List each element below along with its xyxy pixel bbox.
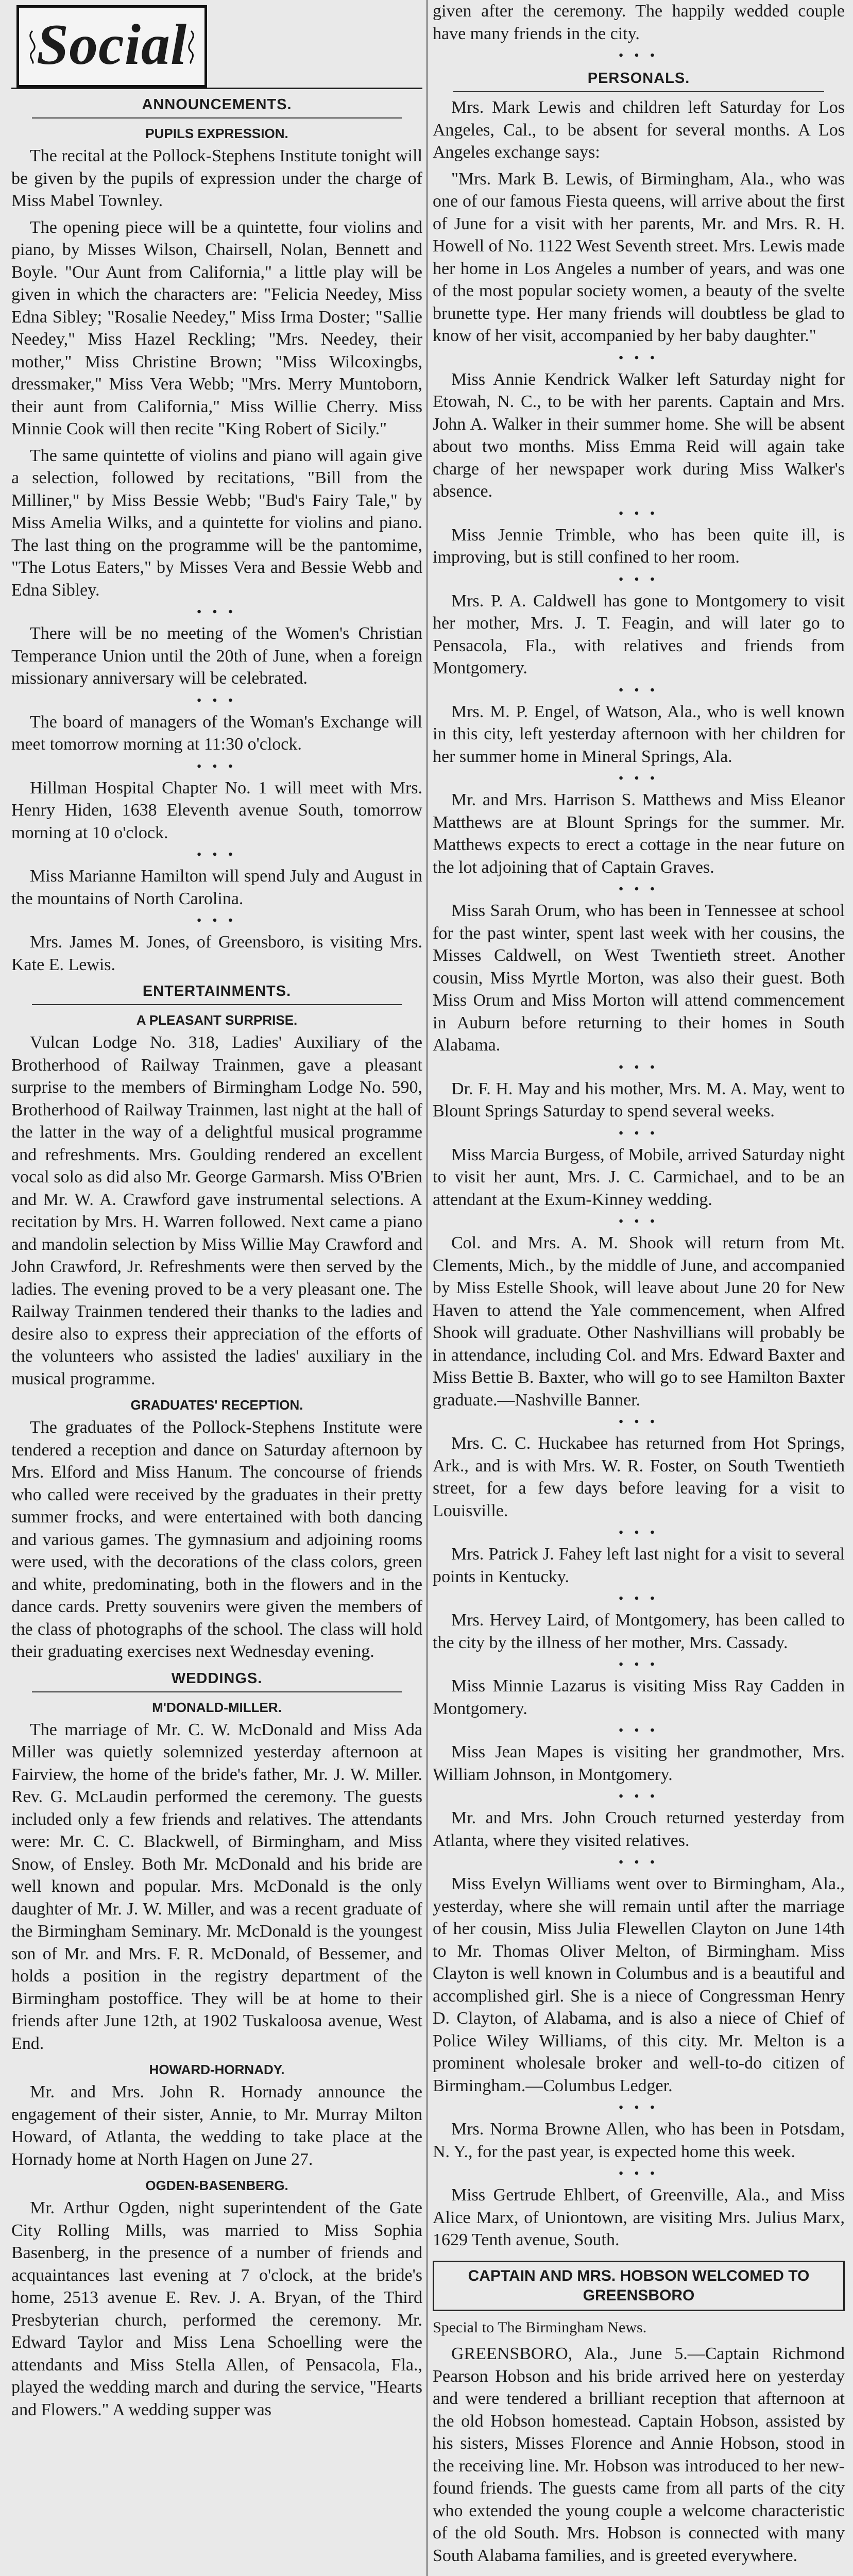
article-paragraph: The marriage of Mr. C. W. McDonald and Miss Ada Miller was quietly solemnized yesterday afternoon at Fairview, the home of the bride's father, Mr. J. W. Miller. Rev. G. McLaudin performed the ceremony. The guests included only a few friends and relatives. The attendants were: Mr. C. C. Blackwell, of Birmingham, and Miss Snow, of Ensley. Both Mr. McDonald and his bride are well known and popular. Mrs. McDonald is the only daughter of Mr. J. W. Miller, and was a recent graduate of the Birmingham Seminary. Mr. McDonald is the youngest son of Mr. and Mrs. F. R. McDonald, of Bessemer, and holds a position in the registry department of the Birmingham postoffice. They will be at home to their friends after June 12th, at 1902 Tuskaloosa avenue, West End. <box>11 1720 422 2053</box>
ornament-right-icon <box>181 28 201 64</box>
article-paragraph: Mr. and Mrs. John Crouch returned yesterday from Atlanta, where they visited relatives. <box>433 1808 845 1850</box>
article-paragraph: Miss Marianne Hamilton will spend July and August in the mountains of North Carolina. <box>11 867 422 908</box>
heading-pupils-expression: PUPILS EXPRESSION. <box>145 126 288 141</box>
article-paragraph: Miss Sarah Orum, who has been in Tennessee at school for the past winter, spent last week with her cousins, the Misses Caldwell, on West Twentieth street. Another cousin, Miss Myrtle Morton, was also their guest. Both Miss Orum and Miss Morton will attend commencement in Auburn before returning to their homes in South Alabama. <box>433 901 845 1055</box>
article-paragraph: The graduates of the Pollock-Stephens Institute were tendered a reception and dance on Saturday afternoon by Mrs. Elford and Miss Hanum. The concourse of friends who called were received by the graduates in their pretty summer frocks, and were entertained with both dancing and various games. The gymnasium and adjoining rooms were used, with the decorations of the class colors, green and white, predominating, both in the flowers and in the dance cards. Pretty souvenirs were given the members of the class of photographs of the school. The class will hold their graduating exercises next Wednesday evening. <box>11 1418 422 1661</box>
separator-dots: • • • <box>619 683 659 697</box>
article-paragraph: Mr. Arthur Ogden, night superintendent of the Gate City Rolling Mills, was married to Miss Sophia Basenberg, in the presence of a number of friends and acquaintances last evening at 7 o'clock, at the bride's home, 2513 avenue E. Rev. J. A. Bryan, of the Third Presbyterian church, performed the ceremony. Mr. Edward Taylor and Miss Lena Schoelling were the attendants and Miss Stella Allen, of Pensacola, Fla., played the wedding march and during the service, "Hearts and Flowers." A wedding supper was <box>11 2198 422 2419</box>
article-paragraph: Miss Annie Kendrick Walker left Saturday night for Etowah, N. C., to be with her parents. Captain and Mrs. John A. Walker in their summer home. She will be absent about two months. Miss Emma Reid will again take charge of her newspaper work during Miss Walker's absence. <box>433 369 845 501</box>
separator-dots: • • • <box>197 693 237 707</box>
heading-pleasant-surprise: A PLEASANT SURPRISE. <box>136 1012 298 1028</box>
banner-frame <box>16 5 207 88</box>
article-paragraph: GREENSBORO, Ala., June 5.—Captain Richmond Pearson Hobson and his bride arrived here on yesterday and were tendered a brilliant reception that afternoon at the old Hobson homestead. Captain Hobson, assisted by his sisters, Misses Florence and Annie Hobson, stood in the receiving line. Mr. Hobson was introduced to her new-found friends. The guests came from all parts of the city who extended the young couple a welcome characteristic of the old South. Mrs. Hobson is connected with many South Alabama families, and is greeted everywhere. <box>433 2344 845 2565</box>
article-paragraph: "Mrs. Mark B. Lewis, of Birmingham, Ala., who was one of our famous Fiesta queens, will arrive about the first of June for a visit with her parents, Mr. and Mrs. R. H. Howell of No. 1122 West Seventh street. Mrs. Lewis made her home in Los Angeles a number of years, and was one of the most popular society women, a beauty of the svelte brunette type. Her many friends will doubtless be glad to know of her visit, accompanied by her baby daughter." <box>433 169 845 345</box>
special-dispatch-line: Special to The Birmingham News. <box>433 2318 647 2336</box>
heading-howard-hornady: HOWARD-HORNADY. <box>149 2062 285 2077</box>
article-paragraph: The recital at the Pollock-Stephens Institute tonight will be given by the pupils of expression under the charge of Miss Mabel Townley. <box>11 146 422 210</box>
article-paragraph: given after the ceremony. The happily wedded couple have many friends in the city. <box>433 2 845 43</box>
separator-dots: • • • <box>619 1856 659 1869</box>
heading-announcements: ANNOUNCEMENTS. <box>142 96 292 113</box>
separator-dots: • • • <box>619 772 659 785</box>
banner-title: Social <box>36 13 187 77</box>
article-paragraph: Hillman Hospital Chapter No. 1 will meet with Mrs. Henry Hiden, 1638 Eleventh avenue South, tomorrow morning at 10 o'clock. <box>11 778 422 842</box>
article-paragraph: Miss Minnie Lazarus is visiting Miss Ray Cadden in Montgomery. <box>433 1676 845 1718</box>
article-paragraph: There will be no meeting of the Women's Christian Temperance Union until the 20th of June, when a foreign missionary anniversary will be celebrated. <box>11 624 422 688</box>
heading-graduates-reception: GRADUATES' RECEPTION. <box>130 1397 303 1413</box>
heading-ogden-basenberg: OGDEN-BASENBERG. <box>145 2178 288 2193</box>
separator-dots: • • • <box>197 605 237 619</box>
divider <box>32 1004 402 1005</box>
article-paragraph: Mrs. P. A. Caldwell has gone to Montgomery to visit her mother, Mrs. J. T. Feagin, and will later go to Pensacola, Fla., with relatives and friends from Montgomery. <box>433 591 845 677</box>
separator-dots: • • • <box>619 1658 659 1671</box>
article-paragraph: Miss Evelyn Williams went over to Birmingham, Ala., yesterday, where she will remain until after the marriage of her cousin, Miss Julia Flewellen Clayton on June 14th to Mr. Thomas Oliver Melton, of Birmingham. Miss Clayton is well known in Columbus and is a beautiful and accomplished girl. She is a niece of Congressman Henry D. Clayton, of Alabama, and is also a niece of Chief of Police Wiley Williams, of this city. Mr. Melton is a prominent wholesale broker and well-to-do citizen of Birmingham.—Columbus Ledger. <box>433 1874 845 2095</box>
article-paragraph: Miss Gertrude Ehlbert, of Greenville, Ala., and Miss Alice Marx, of Uniontown, are visiting Mrs. Julius Marx, 1629 Tenth avenue, South. <box>433 2185 845 2249</box>
divider <box>32 117 402 118</box>
social-banner <box>11 0 422 89</box>
separator-dots: • • • <box>619 1790 659 1803</box>
separator-dots: • • • <box>619 2167 659 2180</box>
article-paragraph: Vulcan Lodge No. 318, Ladies' Auxiliary of the Brotherhood of Railway Trainmen, gave a pleasant surprise to the members of Birmingham Lodge No. 590, Brotherhood of Railway Trainmen, last night at the hall of the latter in the way of a delightful musical programme and refreshments. Mrs. Goulding rendered an excellent vocal solo as did also Mr. George Garmarsh. Miss O'Brien and Mr. W. A. Crawford gave instrumental selections. A recitation by Mrs. H. Warren followed. Next came a piano and mandolin selection by Miss Willie May Crawford and John Crawford, Jr. Refreshments were then served by the ladies. The evening proved to be a very pleasant one. The Railway Trainmen tendered their thanks to the ladies and desire also to express their appreciation of the efforts of the volunteers who assisted the ladies' auxiliary in the musical programme. <box>11 1033 422 1388</box>
separator-dots: • • • <box>197 914 237 927</box>
column-divider <box>426 0 428 2576</box>
left-column <box>11 0 422 2576</box>
separator-dots: • • • <box>619 1126 659 1140</box>
article-paragraph: Mrs. Patrick J. Fahey left last night for a visit to several points in Kentucky. <box>433 1545 845 1586</box>
heading-entertainments: ENTERTAINMENTS. <box>142 983 292 999</box>
separator-dots: • • • <box>619 49 659 62</box>
article-paragraph: The opening piece will be a quintette, four violins and piano, by Misses Wilson, Chairsell, Nolan, Bennett and Boyle. "Our Aunt from California," a little play will be given in which the characters are: "Felicia Needey, Miss Edna Sibley; "Rosalie Needey," Miss Irma Doster; "Sallie Needey," Miss Hazel Reckling; "Mrs. Needey, their mother," Miss Christine Brown; "Miss Wilcoxingbs, dressmaker," Miss Vera Webb; "Mrs. Merry Muntoborn, their aunt from California," Miss Willie Cherry. Miss Minnie Cook will then recite "King Robert of Sicily." <box>11 217 422 438</box>
article-paragraph: The board of managers of the Woman's Exchange will meet tomorrow morning at 11:30 o'clock. <box>11 712 422 754</box>
separator-dots: • • • <box>619 572 659 586</box>
separator-dots: • • • <box>197 848 237 861</box>
article-paragraph: Miss Marcia Burgess, of Mobile, arrived Saturday night to visit her aunt, Mrs. J. C. Carmichael, and to be an attendant at the Exum-Kinney wedding. <box>433 1145 845 1209</box>
article-paragraph: Dr. F. H. May and his mother, Mrs. M. A. May, went to Blount Springs Saturday to spend several weeks. <box>433 1079 845 1121</box>
article-paragraph: Mrs. C. C. Huckabee has returned from Hot Springs, Ark., and is with Mrs. W. R. Foster, on South Twentieth street, for a few days before leaving for a visit to Louisville. <box>433 1434 845 1520</box>
article-paragraph: Mrs. Mark Lewis and children left Saturday for Los Angeles, Cal., to be absent for several months. A Los Angeles exchange says: <box>433 98 845 162</box>
hobson-headline: CAPTAIN AND MRS. HOBSON WELCOMED TO GREENSBORO <box>433 2261 845 2311</box>
article-paragraph: Miss Jennie Trimble, who has been quite ill, is improving, but is still confined to her room. <box>433 525 845 567</box>
separator-dots: • • • <box>619 351 659 365</box>
heading-mcdonald-miller: M'DONALD-MILLER. <box>152 1699 282 1715</box>
article-paragraph: Mrs. Hervey Laird, of Montgomery, has been called to the city by the illness of her mother, Mrs. Cassady. <box>433 1611 845 1652</box>
divider <box>453 91 824 92</box>
divider <box>32 1691 402 1692</box>
separator-dots: • • • <box>197 759 237 773</box>
separator-dots: • • • <box>619 506 659 520</box>
separator-dots: • • • <box>619 1415 659 1429</box>
article-paragraph: The same quintette of violins and piano will again give a selection, followed by recitations, "Bill from the Milliner," by Miss Bessie Webb; "Bud's Fairy Tale," by Miss Amelia Wilks, and a quintette for violins and piano. The last thing on the programme will be the pantomime, "The Lotus Eaters," by Misses Vera and Bessie Webb and Edna Sibley. <box>11 446 422 600</box>
separator-dots: • • • <box>619 1526 659 1539</box>
separator-dots: • • • <box>619 1060 659 1074</box>
article-paragraph: Mr. and Mrs. John R. Hornady announce the engagement of their sister, Annie, to Mr. Murray Milton Howard, of Atlanta, the wedding to take place at the Hornady home at North Hagen on June 27. <box>11 2082 422 2169</box>
separator-dots: • • • <box>619 1592 659 1605</box>
right-column <box>433 0 845 2576</box>
article-paragraph: Miss Jean Mapes is visiting her grandmother, Mrs. William Johnson, in Montgomery. <box>433 1742 845 1784</box>
separator-dots: • • • <box>619 1215 659 1228</box>
article-paragraph: Mrs. Norma Browne Allen, who has been in Potsdam, N. Y., for the past year, is expected home this week. <box>433 2120 845 2161</box>
article-paragraph: Mrs. M. P. Engel, of Watson, Ala., who is well known in this city, left yesterday afternoon with her children for her summer home in Mineral Springs, Ala. <box>433 702 845 766</box>
heading-personals: PERSONALS. <box>587 70 690 87</box>
article-paragraph: Col. and Mrs. A. M. Shook will return from Mt. Clements, Mich., by the middle of June, and accompanied by Miss Estelle Shook, will leave about June 20 for New Haven to attend the Yale commencement, when Alfred Shook will graduate. Other Nashvillians will probably be in attendance, including Col. and Mrs. Edward Baxter and Miss Bettie B. Baxter, who will go to see Hamilton Baxter graduate.—Nashville Banner. <box>433 1233 845 1410</box>
heading-weddings: WEDDINGS. <box>171 1670 263 1687</box>
article-paragraph: Mr. and Mrs. Harrison S. Matthews and Miss Eleanor Matthews are at Blount Springs for the summer. Mr. Matthews expects to erect a cottage in the near future on the lot adjoining that of Captain Graves. <box>433 790 845 877</box>
separator-dots: • • • <box>619 883 659 896</box>
separator-dots: • • • <box>619 2101 659 2114</box>
separator-dots: • • • <box>619 1724 659 1737</box>
article-paragraph: Mrs. James M. Jones, of Greensboro, is visiting Mrs. Kate E. Lewis. <box>11 933 422 974</box>
